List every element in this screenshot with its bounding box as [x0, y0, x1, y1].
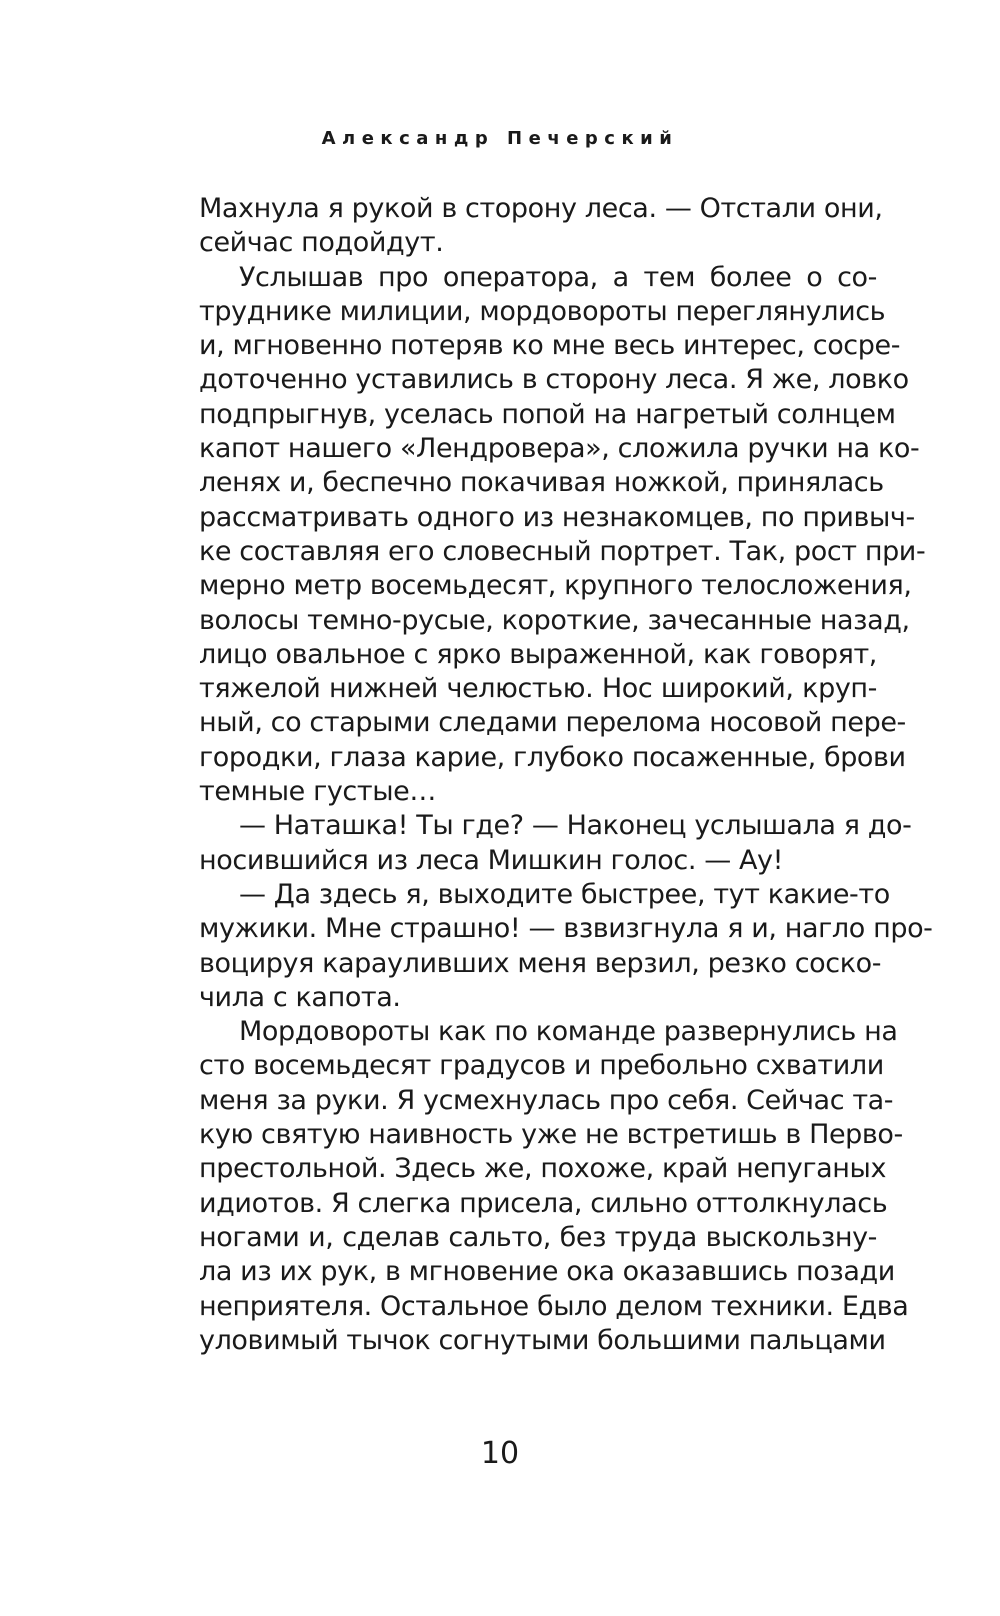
running-head-author: Александр Печерский [321, 128, 679, 149]
text-line: доточенно уставились в сторону леса. Я же, ловко [199, 364, 909, 396]
text-line: ке составляя его словесный портрет. Так, рост при- [199, 535, 926, 567]
text-line: ногами и, сделав сальто, без труда выскользну- [199, 1221, 877, 1253]
text-line: сейчас подойдут. [199, 227, 444, 259]
text-line: уловимый тычок согнутыми большими пальцами [199, 1324, 886, 1356]
text-line: идиотов. Я слегка присела, сильно оттолкнулась [199, 1187, 888, 1219]
text-line: ла из их рук, в мгновение ока оказавшись позади [199, 1256, 895, 1288]
text-line: волосы темно-русые, короткие, зачесанные назад, [199, 604, 910, 636]
text-line: меня за руки. Я усмехнулась про себя. Сейчас та- [199, 1084, 894, 1116]
text-line: городки, глаза карие, глубоко посаженные, брови [199, 741, 906, 773]
page-number: 10 [480, 1436, 520, 1471]
text-line: темные густые… [199, 776, 436, 808]
text-line: престольной. Здесь же, похоже, край непуганых [199, 1153, 887, 1185]
text-line: ленях и, беспечно покачивая ножкой, принялась [199, 467, 884, 499]
text-line: — Да здесь я, выходите быстрее, тут какие-то [239, 878, 890, 910]
text-line: Услышав про оператора, а тем более о со- [239, 261, 877, 293]
text-line: ный, со старыми следами перелома носовой пере- [199, 707, 906, 739]
text-line: носившийся из леса Мишкин голос. — Ау! [199, 844, 784, 876]
text-line: чила с капота. [199, 981, 401, 1013]
text-line: Мордовороты как по команде развернулись на [239, 1016, 898, 1048]
text-line: Махнула я рукой в сторону леса. — Отстали они, [199, 193, 883, 224]
text-line: рассматривать одного из незнакомцев, по привыч- [199, 501, 915, 533]
text-line: кую святую наивность уже не встретишь в Перво- [199, 1119, 903, 1151]
body-text [199, 192, 933, 1358]
text-line: мерно метр восемьдесят, крупного телосложения, [199, 570, 912, 602]
text-line: тяжелой нижней челюстью. Нос широкий, круп- [199, 673, 877, 705]
text-line: и, мгновенно потеряв ко мне весь интерес, сосре- [199, 330, 901, 362]
text-line: лицо овальное с ярко выраженной, как говорят, [199, 638, 877, 670]
text-line: мужики. Мне страшно! — взвизгнула я и, нагло про- [199, 913, 933, 945]
text-line: подпрыгнув, уселась попой на нагретый солнцем [199, 398, 896, 430]
text-line: капот нашего «Лендровера», сложила ручки на ко- [199, 433, 920, 465]
text-line: неприятеля. Остальное было делом техники. Едва [199, 1290, 909, 1322]
text-line: — Наташка! Ты где? — Наконец услышала я до- [239, 810, 912, 842]
text-line: воцируя карауливших меня верзил, резко соско- [199, 947, 882, 979]
text-line: сто восемьдесят градусов и пребольно схватили [199, 1050, 884, 1082]
text-line: труднике милиции, мордовороты переглянулись [199, 295, 886, 327]
